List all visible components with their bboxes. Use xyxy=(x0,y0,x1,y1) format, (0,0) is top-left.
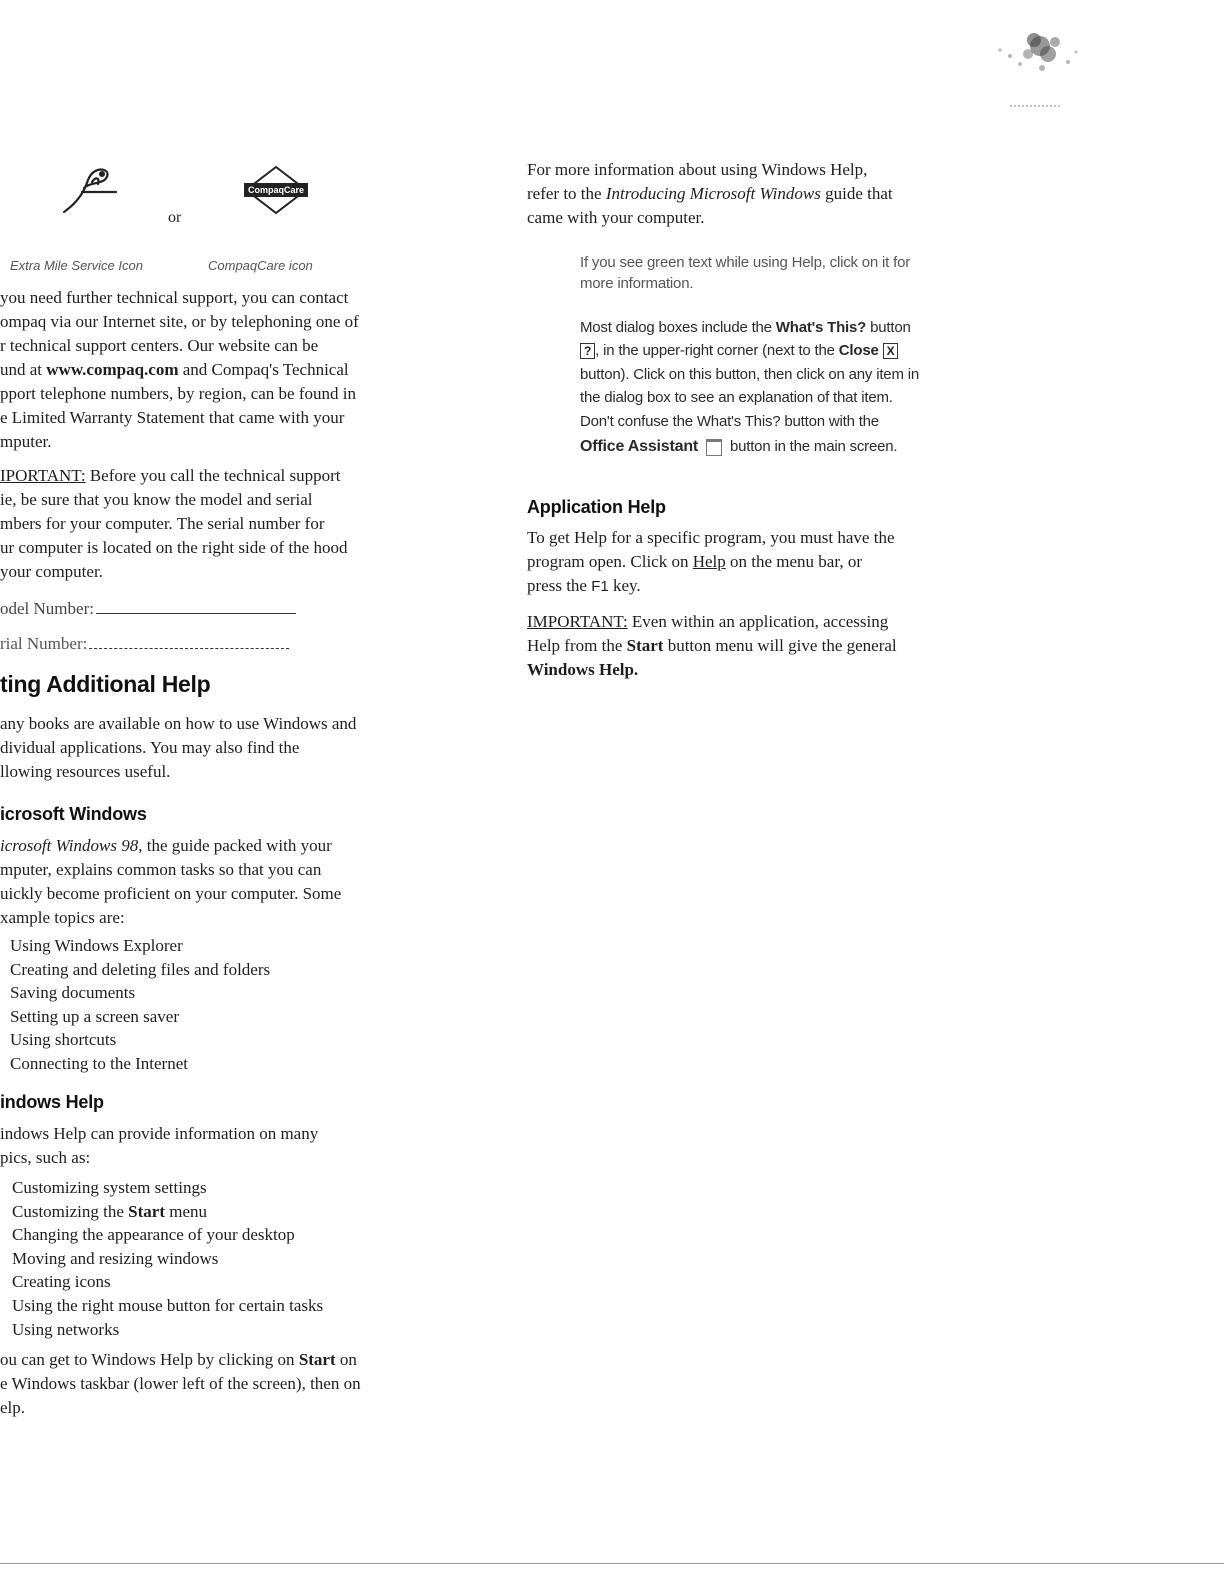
whats-this-button-icon: ? xyxy=(580,343,595,359)
heading-windows-help: indows Help xyxy=(0,1092,104,1112)
extra-mile-service-icon xyxy=(58,162,128,218)
apphelp-text: key. xyxy=(608,576,641,595)
intro-text: guide that xyxy=(820,184,893,203)
extra-mile-caption: Extra Mile Service Icon xyxy=(10,258,143,273)
intro-line: For more information about using Windows Help, xyxy=(527,160,868,179)
serial-number-label: rial Number: xyxy=(0,634,88,653)
heading-application-help: Application Help xyxy=(527,497,666,517)
important-line xyxy=(0,464,440,488)
note-line xyxy=(580,410,919,433)
apphelp-line xyxy=(527,574,895,599)
mswin-line: uickly become proficient on your computer. Some xyxy=(0,884,342,903)
list-item: Setting up a screen saver xyxy=(10,1006,179,1026)
intro-line: came with your computer. xyxy=(527,208,705,227)
compaqcare-caption: CompaqCare icon xyxy=(208,258,313,273)
list-item: Using networks xyxy=(12,1319,120,1339)
office-assistant-icon xyxy=(706,439,722,456)
list-item: Using the right mouse button for certain tasks xyxy=(12,1295,324,1315)
support-line xyxy=(0,358,440,382)
mswin-line xyxy=(0,834,341,858)
support-line: pport telephone numbers, by region, can be found in xyxy=(0,384,356,403)
important-text: Even within an application, accessing xyxy=(627,612,889,631)
support-text: and Compaq's Technical xyxy=(178,360,349,379)
note-line xyxy=(580,339,919,362)
mswin-line: xample topics are: xyxy=(0,908,125,927)
serial-number-blank[interactable] xyxy=(89,647,289,649)
windows-help-paragraph xyxy=(0,1122,318,1170)
application-help-paragraph xyxy=(527,526,895,599)
list-text: menu xyxy=(165,1201,208,1221)
important-label: IPORTANT: xyxy=(0,466,86,485)
microsoft-windows-paragraph xyxy=(0,834,341,930)
support-line: you need further technical support, you can contact xyxy=(0,288,349,307)
whats-this-keyword: What's This? xyxy=(696,412,781,430)
support-line: ompaq via our Internet site, or by telephoning one of xyxy=(0,312,359,331)
guide-title: icrosoft Windows 98, xyxy=(0,836,143,855)
list-item: Saving documents xyxy=(10,983,136,1003)
list-text: Customizing the xyxy=(12,1201,129,1221)
list-item: Creating and deleting files and folders xyxy=(10,959,271,979)
website-link[interactable]: www.compaq.com xyxy=(46,360,179,379)
whats-this-keyword: What's This? xyxy=(775,319,867,336)
final-line: elp. xyxy=(0,1398,26,1417)
close-button-icon: X xyxy=(883,343,899,359)
compaqcare-logo-text: CompaqCare xyxy=(247,185,304,195)
important-line: Windows Help. xyxy=(527,660,639,679)
note-text: , in the upper-right corner (next to the xyxy=(595,342,839,360)
mswin-text: the guide packed with your xyxy=(142,836,332,855)
support-line: e Limited Warranty Statement that came with your xyxy=(0,408,345,427)
important-text: Before you call the technical support xyxy=(85,466,341,485)
bottom-edge-line xyxy=(0,1563,1224,1564)
note-text: Most dialog boxes include the xyxy=(580,319,776,336)
mswin-line: mputer, explains common tasks so that you can xyxy=(0,860,322,879)
apphelp-text: program open. Click on xyxy=(527,552,693,571)
important-line xyxy=(527,610,897,634)
support-line: r technical support centers. Our website can be xyxy=(0,336,319,355)
list-item: Using Windows Explorer xyxy=(10,936,183,955)
heading-additional-help: ting Additional Help xyxy=(0,671,211,697)
intro-paragraph xyxy=(527,158,893,230)
note-text: Don't confuse the xyxy=(580,412,697,430)
office-assistant-keyword: Office Assistant xyxy=(580,438,699,456)
important-text: Help from the xyxy=(527,636,627,655)
important-note-1 xyxy=(0,464,440,584)
support-text: und at xyxy=(0,360,47,379)
important-line: ie, be sure that you know the model and serial xyxy=(0,490,313,509)
note-line: more information. xyxy=(580,275,694,292)
help-topics-list xyxy=(12,1176,323,1341)
final-paragraph xyxy=(0,1348,361,1420)
apphelp-line: To get Help for a specific program, you must have the xyxy=(527,528,895,547)
start-keyword: Start xyxy=(128,1201,165,1221)
model-number-field[interactable] xyxy=(0,597,296,621)
scan-smudge-graphic xyxy=(980,14,1090,114)
important-note-2 xyxy=(527,610,897,682)
start-keyword: Start xyxy=(626,636,664,655)
final-text: ou can get to Windows Help by clicking on xyxy=(0,1350,299,1369)
intro-text: refer to the xyxy=(527,184,606,203)
additional-line: dividual applications. You may also find the xyxy=(0,738,300,757)
important-line: ur computer is located on the right side of the hood xyxy=(0,538,348,557)
list-item: Changing the appearance of your desktop xyxy=(12,1225,295,1245)
or-text: or xyxy=(168,209,182,226)
serial-number-field[interactable] xyxy=(0,632,289,656)
important-line: your computer. xyxy=(0,562,103,581)
final-line: e Windows taskbar (lower left of the screen), then on xyxy=(0,1374,361,1393)
winhelp-line: pics, such as: xyxy=(0,1148,91,1167)
note-line xyxy=(580,316,919,339)
important-line: mbers for your computer. The serial number for xyxy=(0,514,325,533)
winhelp-line: indows Help can provide information on many xyxy=(0,1124,319,1143)
apphelp-line xyxy=(527,550,895,574)
intro-line xyxy=(527,182,893,206)
model-number-label: odel Number: xyxy=(0,599,94,618)
important-line xyxy=(527,634,897,658)
note-line: button). Click on this button, then click on any item in xyxy=(580,365,919,383)
note-text: button in the main screen. xyxy=(726,438,898,456)
note-line: the dialog box to see an explanation of that item. xyxy=(580,389,893,407)
support-line: mputer. xyxy=(0,432,52,451)
list-item: Connecting to the Internet xyxy=(10,1053,188,1073)
guide-title: Introducing Microsoft Windows xyxy=(605,184,821,203)
note-line: If you see green text while using Help, click on it for xyxy=(580,254,911,271)
note-whats-this xyxy=(580,316,919,458)
close-keyword: Close xyxy=(838,342,879,360)
list-item: Moving and resizing windows xyxy=(12,1248,219,1268)
final-text: on xyxy=(335,1350,357,1369)
model-number-blank[interactable] xyxy=(96,612,296,614)
list-item: Creating icons xyxy=(12,1272,111,1292)
compaqcare-icon xyxy=(242,165,310,215)
note-green-text xyxy=(580,252,910,294)
additional-line: any books are available on how to use Windows and xyxy=(0,714,357,733)
support-paragraph xyxy=(0,286,440,454)
list-item: Customizing system settings xyxy=(12,1178,207,1197)
important-text: button menu will give the general xyxy=(663,636,897,655)
note-line xyxy=(580,435,919,458)
example-topics-list xyxy=(10,934,270,1076)
list-item: Using shortcuts xyxy=(10,1030,117,1050)
heading-microsoft-windows: icrosoft Windows xyxy=(0,804,147,824)
note-text: button xyxy=(866,319,911,336)
f1-key: F1 xyxy=(591,578,609,595)
list-item xyxy=(12,1200,323,1224)
help-menu-keyword: Help xyxy=(692,552,726,571)
note-text: button with the xyxy=(780,412,879,430)
apphelp-text: press the xyxy=(527,576,592,595)
apphelp-text: on the menu bar, or xyxy=(725,552,862,571)
final-line xyxy=(0,1348,361,1372)
additional-line: llowing resources useful. xyxy=(0,762,171,781)
start-keyword: Start xyxy=(298,1350,336,1369)
important-label: IMPORTANT: xyxy=(527,612,628,631)
additional-help-paragraph xyxy=(0,712,356,784)
